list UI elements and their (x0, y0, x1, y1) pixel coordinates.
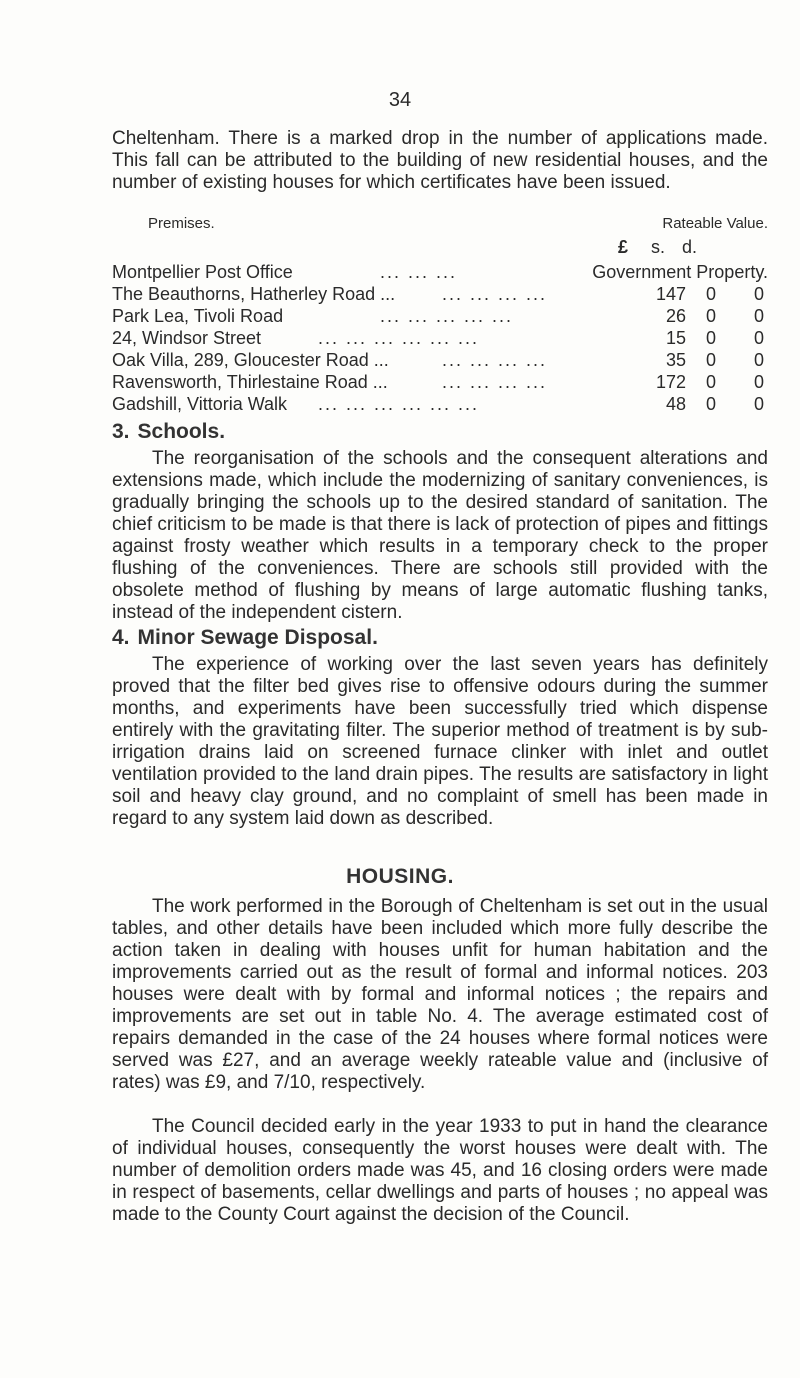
value-pence: 0 (753, 372, 764, 392)
leader-dots: ... ... ... ... ... ... (318, 394, 480, 414)
leader-dots: ... ... ... ... (442, 284, 548, 304)
leader-dots: ... ... ... (380, 262, 458, 282)
value-pounds: 35 (665, 350, 686, 370)
table-row (112, 261, 768, 283)
unit-shillings: s. (651, 237, 666, 257)
section-body-housing-1 (112, 896, 768, 1094)
section-body-minor-sewage (112, 654, 768, 830)
premises-name: Ravensworth, Thirlestaine Road ... (112, 372, 388, 392)
premises-name: Montpellier Post Office (112, 262, 293, 282)
table-row (112, 327, 768, 349)
paragraph: The Council decided early in the year 1933 to put in hand the clearance of individual houses, consequently the worst houses were dealt with. The number of demolition orders made was 45, and 16 closing orders were made in respect of basements, cellar dwellings and parts of houses ; no appeal was made to the County Court against the decision of the Council. (112, 1116, 768, 1225)
leader-dots: ... ... ... ... ... (380, 306, 514, 326)
value-pounds: 172 (655, 372, 686, 392)
intro-paragraph (112, 128, 768, 194)
value-shillings: 0 (705, 306, 716, 326)
table-row (112, 393, 768, 415)
section-heading-minor-sewage-disposal (112, 626, 378, 650)
value-shillings: 0 (705, 350, 716, 370)
premises-name: Park Lea, Tivoli Road (112, 306, 284, 326)
premises-name: Oak Villa, 289, Gloucester Road ... (112, 350, 389, 370)
table-row (112, 349, 768, 371)
column-header-rateable-value: Rateable Value. (662, 215, 768, 232)
table-row (112, 305, 768, 327)
leader-dots: ... ... ... ... (442, 372, 548, 392)
unit-pence: d. (682, 237, 698, 257)
intro-text: Cheltenham. There is a marked drop in the number of applications made. This fall can be attributed to the building of new residential houses, and the number of existing houses for which certificates have been issued. (112, 128, 768, 193)
rateable-value: Government Property. (592, 262, 768, 282)
leader-dots: ... ... ... ... (442, 350, 548, 370)
section-body-housing-2 (112, 1116, 768, 1226)
value-pounds: 26 (665, 306, 686, 326)
paragraph: The work performed in the Borough of Cheltenham is set out in the usual tables, and other details have been included which more fully describe the action taken in dealing with houses unfit for human habitation and the improvements carried out as the result of formal and informal notices. 203 houses were dealt with by formal and informal notices ; the repairs and improvements are set out in table No. 4. The average estimated cost of repairs demanded in the case of the 24 houses where formal notices were served was £27, and an average weekly rateable value and (inclusive of rates) was £9, and 7/10, respectively. (112, 896, 768, 1093)
value-pounds: 48 (665, 394, 686, 414)
page-number: 34 (388, 89, 412, 111)
section-title: Schools. (137, 420, 226, 443)
housing-heading: HOUSING. (346, 865, 454, 888)
value-shillings: 0 (705, 284, 716, 304)
value-shillings: 0 (705, 328, 716, 348)
leader-dots: ... ... ... ... ... ... (318, 328, 480, 348)
unit-pounds: £ (618, 237, 629, 257)
premises-table (112, 261, 768, 415)
paragraph: The reorganisation of the schools and the consequent alterations and extensions made, which include the modernizing of sanitary conveniences, is gradually bringing the schools up to the desired standard of sanitation. The chief criticism to be made is that there is lack of protection of pipes and fittings against frosty weather which results in a temporary check to the proper flushing of the conveniences. There are schools still provided with the obsolete method of flushing by means of large automatic flushing tanks, instead of the independent cistern. (112, 448, 768, 623)
table-row (112, 283, 768, 305)
value-pence: 0 (753, 306, 764, 326)
value-pence: 0 (753, 394, 764, 414)
table-row (112, 371, 768, 393)
premises-name: 24, Windsor Street (112, 328, 262, 348)
section-title: Minor Sewage Disposal. (137, 626, 378, 649)
value-shillings: 0 (705, 372, 716, 392)
value-pounds: 15 (665, 328, 686, 348)
value-shillings: 0 (705, 394, 716, 414)
section-number: 4. (112, 626, 130, 649)
value-pounds: 147 (655, 284, 686, 304)
section-number: 3. (112, 420, 130, 443)
section-heading-schools (112, 420, 225, 444)
currency-units (600, 237, 770, 257)
premises-name: The Beauthorns, Hatherley Road ... (112, 284, 396, 304)
column-header-premises: Premises. (148, 215, 215, 232)
section-body-schools (112, 448, 768, 624)
premises-name: Gadshill, Vittoria Walk (112, 394, 288, 414)
table-header (112, 215, 768, 233)
value-pence: 0 (753, 350, 764, 370)
value-pence: 0 (753, 328, 764, 348)
value-pence: 0 (753, 284, 764, 304)
paragraph: The experience of working over the last seven years has definitely proved that the filter bed gives rise to offensive odours during the summer months, and experiments have been successfully tried which dispense entirely with the gravitating filter. The superior method of treatment is by sub-irrigation drains laid on screened furnace clinker with inlet and outlet ventilation provided to the land drain pipes. The results are satisfactory in light soil and heavy clay ground, and no complaint of smell has been made in regard to any system laid down as described. (112, 654, 768, 829)
